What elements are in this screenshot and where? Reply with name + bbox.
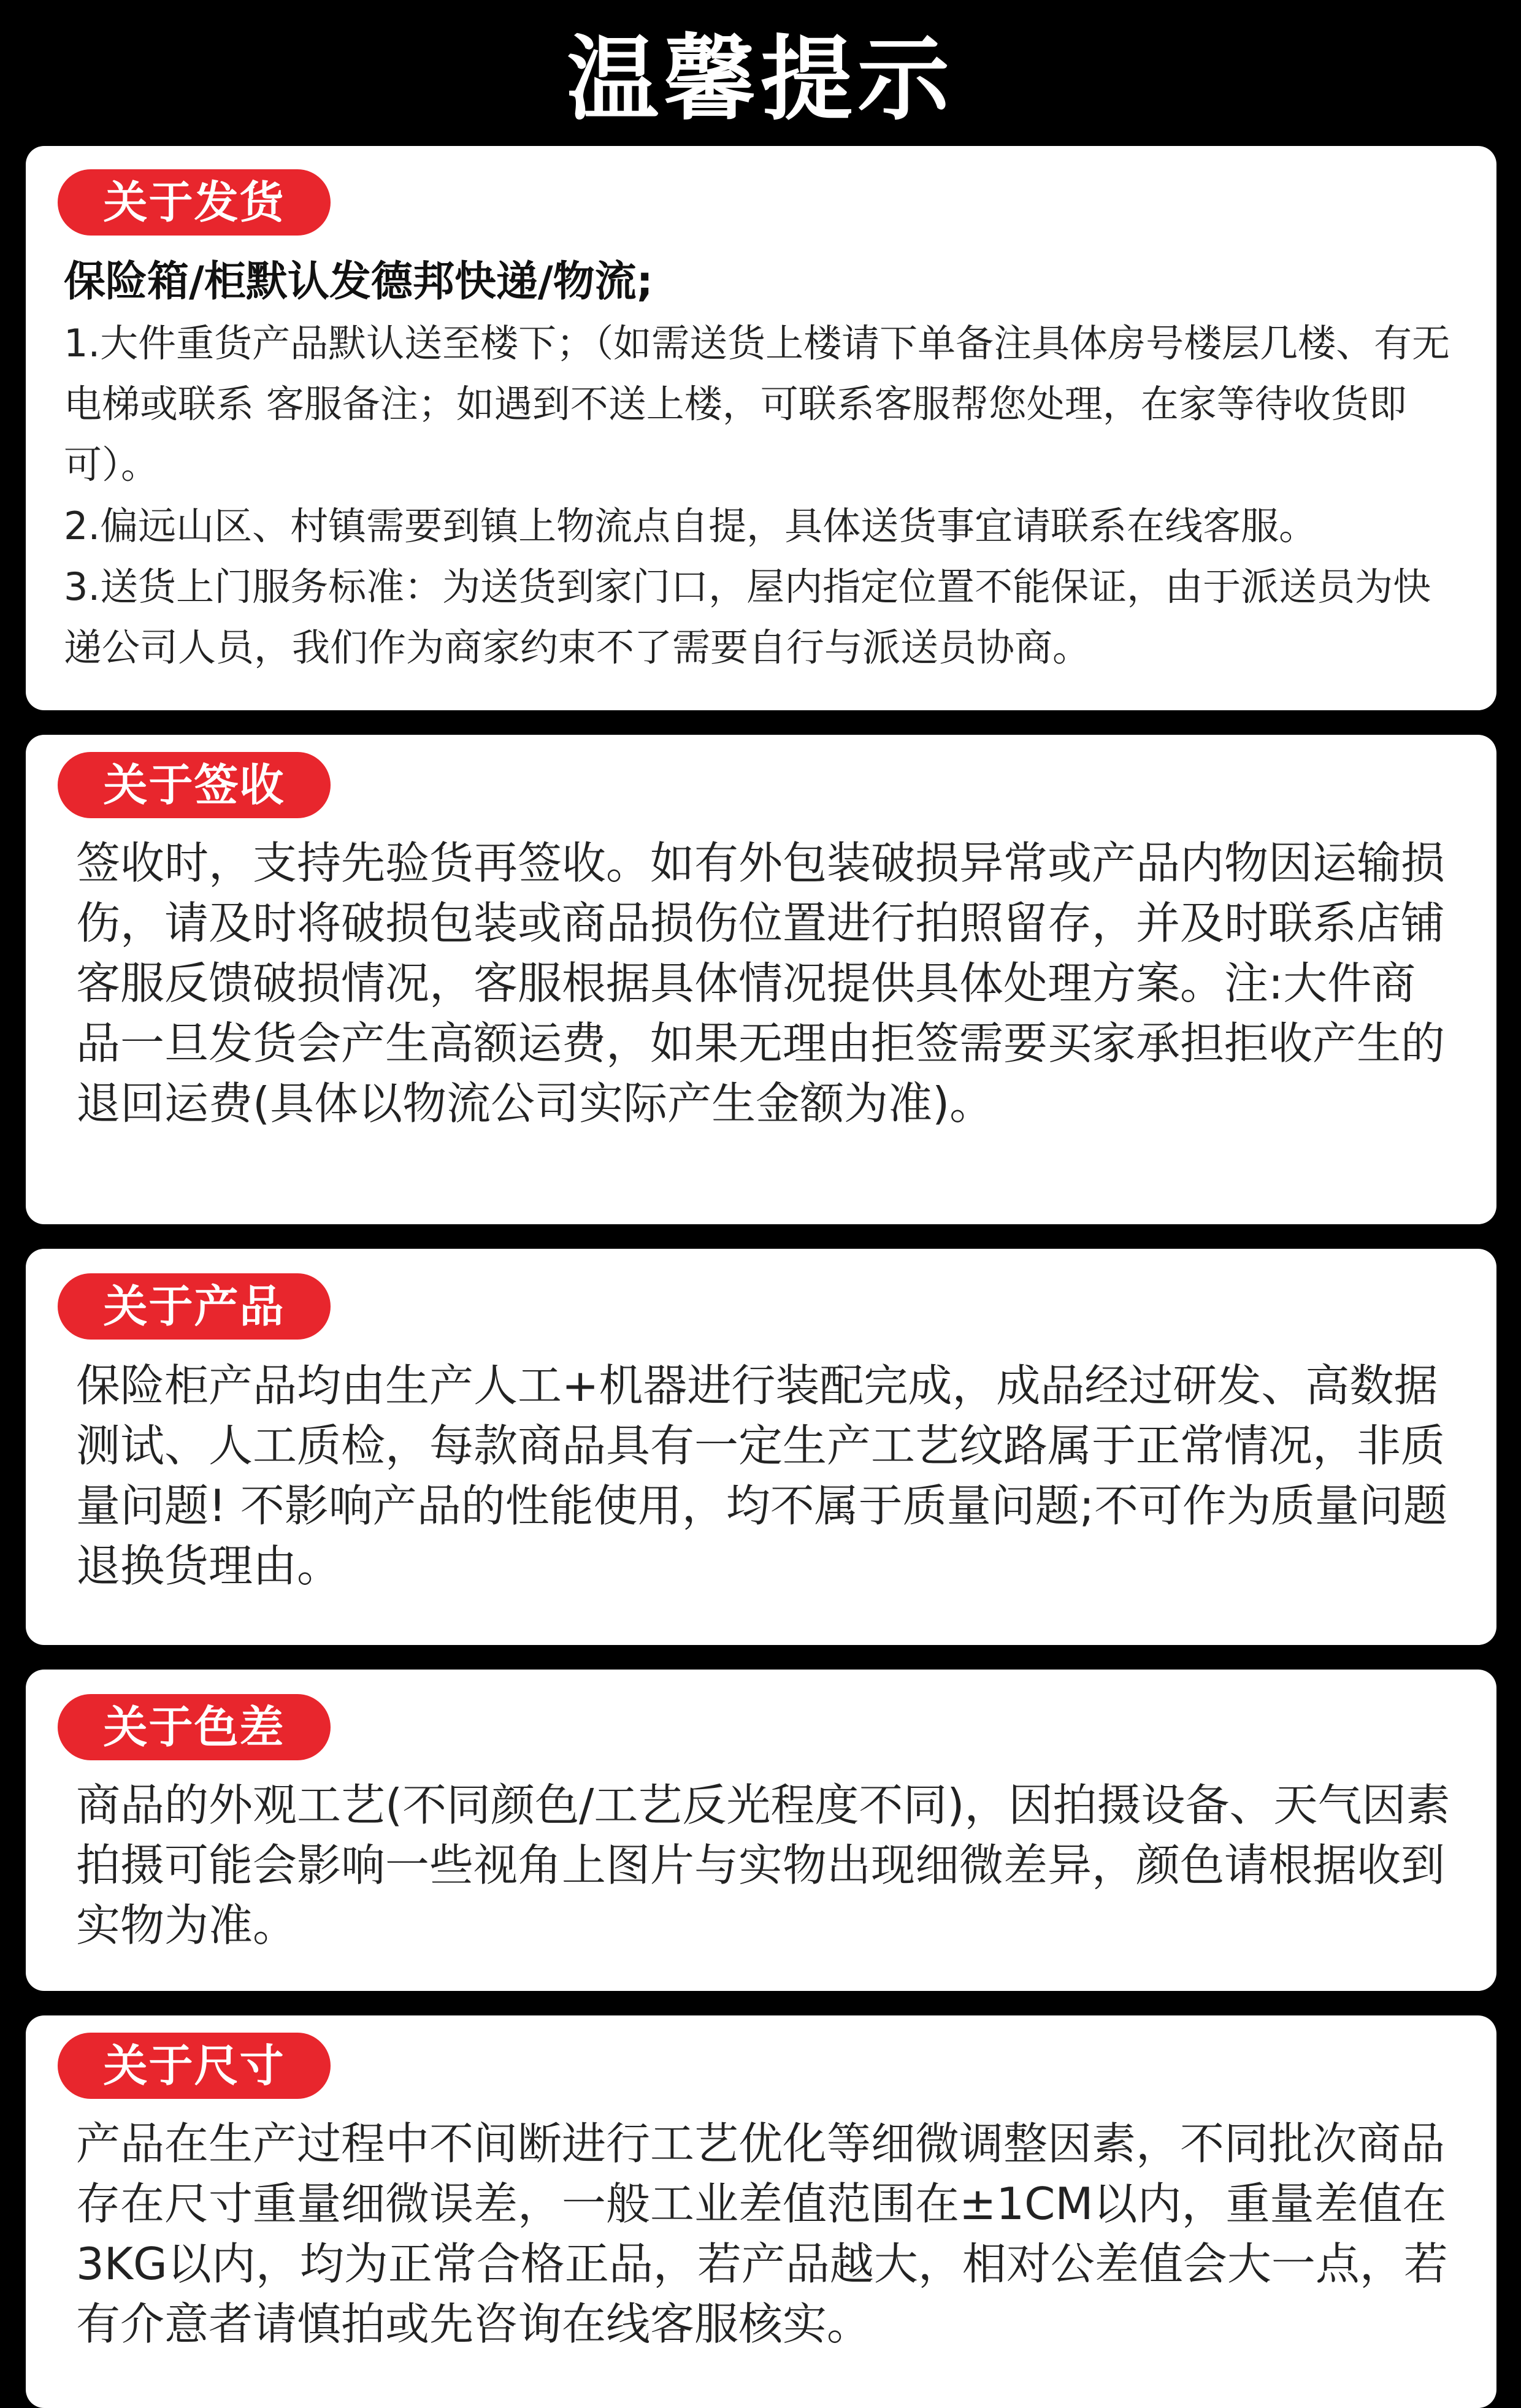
shipping-lead-text: 保险箱/柜默认发德邦快递/物流; [64,258,653,306]
shipping-paragraph-1: 1.大件重货产品默认送至楼下；（如需送货上楼请下单备注具体房号楼层几楼、有无电梯或联系 客服备注；如遇到不送上楼，可联系客服帮您处理，在家等待收货即可）。 [64,321,1450,487]
notice-card-shipping [26,146,1496,710]
shipping-paragraph-3: 3.送货上门服务标准：为送货到家门口，屋内指定位置不能保证，由于派送员为快递公司人员，我们作为商家约束不了需要自行与派送员协商。 [64,564,1431,670]
product-paragraph: 保险柜产品均由生产人工+机器进行装配完成，成品经过研发、高数据测试、人工质检，每款商品具有一定生产工艺纹路属于正常情况，非质量问题! 不影响产品的性能使用，均不属于质量问题;不可作为质量问题退换货理由。 [76,1360,1448,1592]
section-tag-shipping: 关于发货 [58,169,331,236]
section-tag-product: 关于产品 [58,1273,331,1340]
notice-card-signing [26,735,1496,1224]
section-tag-color: 关于色差 [58,1694,331,1760]
notice-card-size [26,2015,1496,2408]
page-title: 温馨提示 [566,26,954,133]
shipping-paragraph-2: 2.偏远山区、村镇需要到镇上物流点自提，具体送货事宜请联系在线客服。 [64,504,1317,548]
color-paragraph: 商品的外观工艺(不同颜色/工艺反光程度不同)，因拍摄设备、天气因素拍摄可能会影响一些视角上图片与实物出现细微差异，颜色请根据收到实物为准。 [76,1779,1450,1951]
notice-card-color [26,1670,1496,1991]
notice-card-product [26,1249,1496,1645]
section-tag-signing: 关于签收 [58,752,331,818]
section-tag-size: 关于尺寸 [58,2033,331,2099]
signing-paragraph: 签收时，支持先验货再签收。如有外包装破损异常或产品内物因运输损伤，请及时将破损包装或商品损伤位置进行拍照留存，并及时联系店铺客服反馈破损情况，客服根据具体情况提供具体处理方案。注:大件商品一旦发货会产生高额运费，如果无理由拒签需要买家承担拒收产生的退回运费(具体以物流公司实际产生金额为准)。 [76,837,1446,1129]
size-paragraph: 产品在生产过程中不间断进行工艺优化等细微调整因素，不同批次商品存在尺寸重量细微误差，一般工业差值范围在±1CM以内，重量差值在3KG以内，均为正常合格正品，若产品越大，相对公差值会大一点，若有介意者请慎拍或先咨询在线客服核实。 [76,2118,1448,2350]
